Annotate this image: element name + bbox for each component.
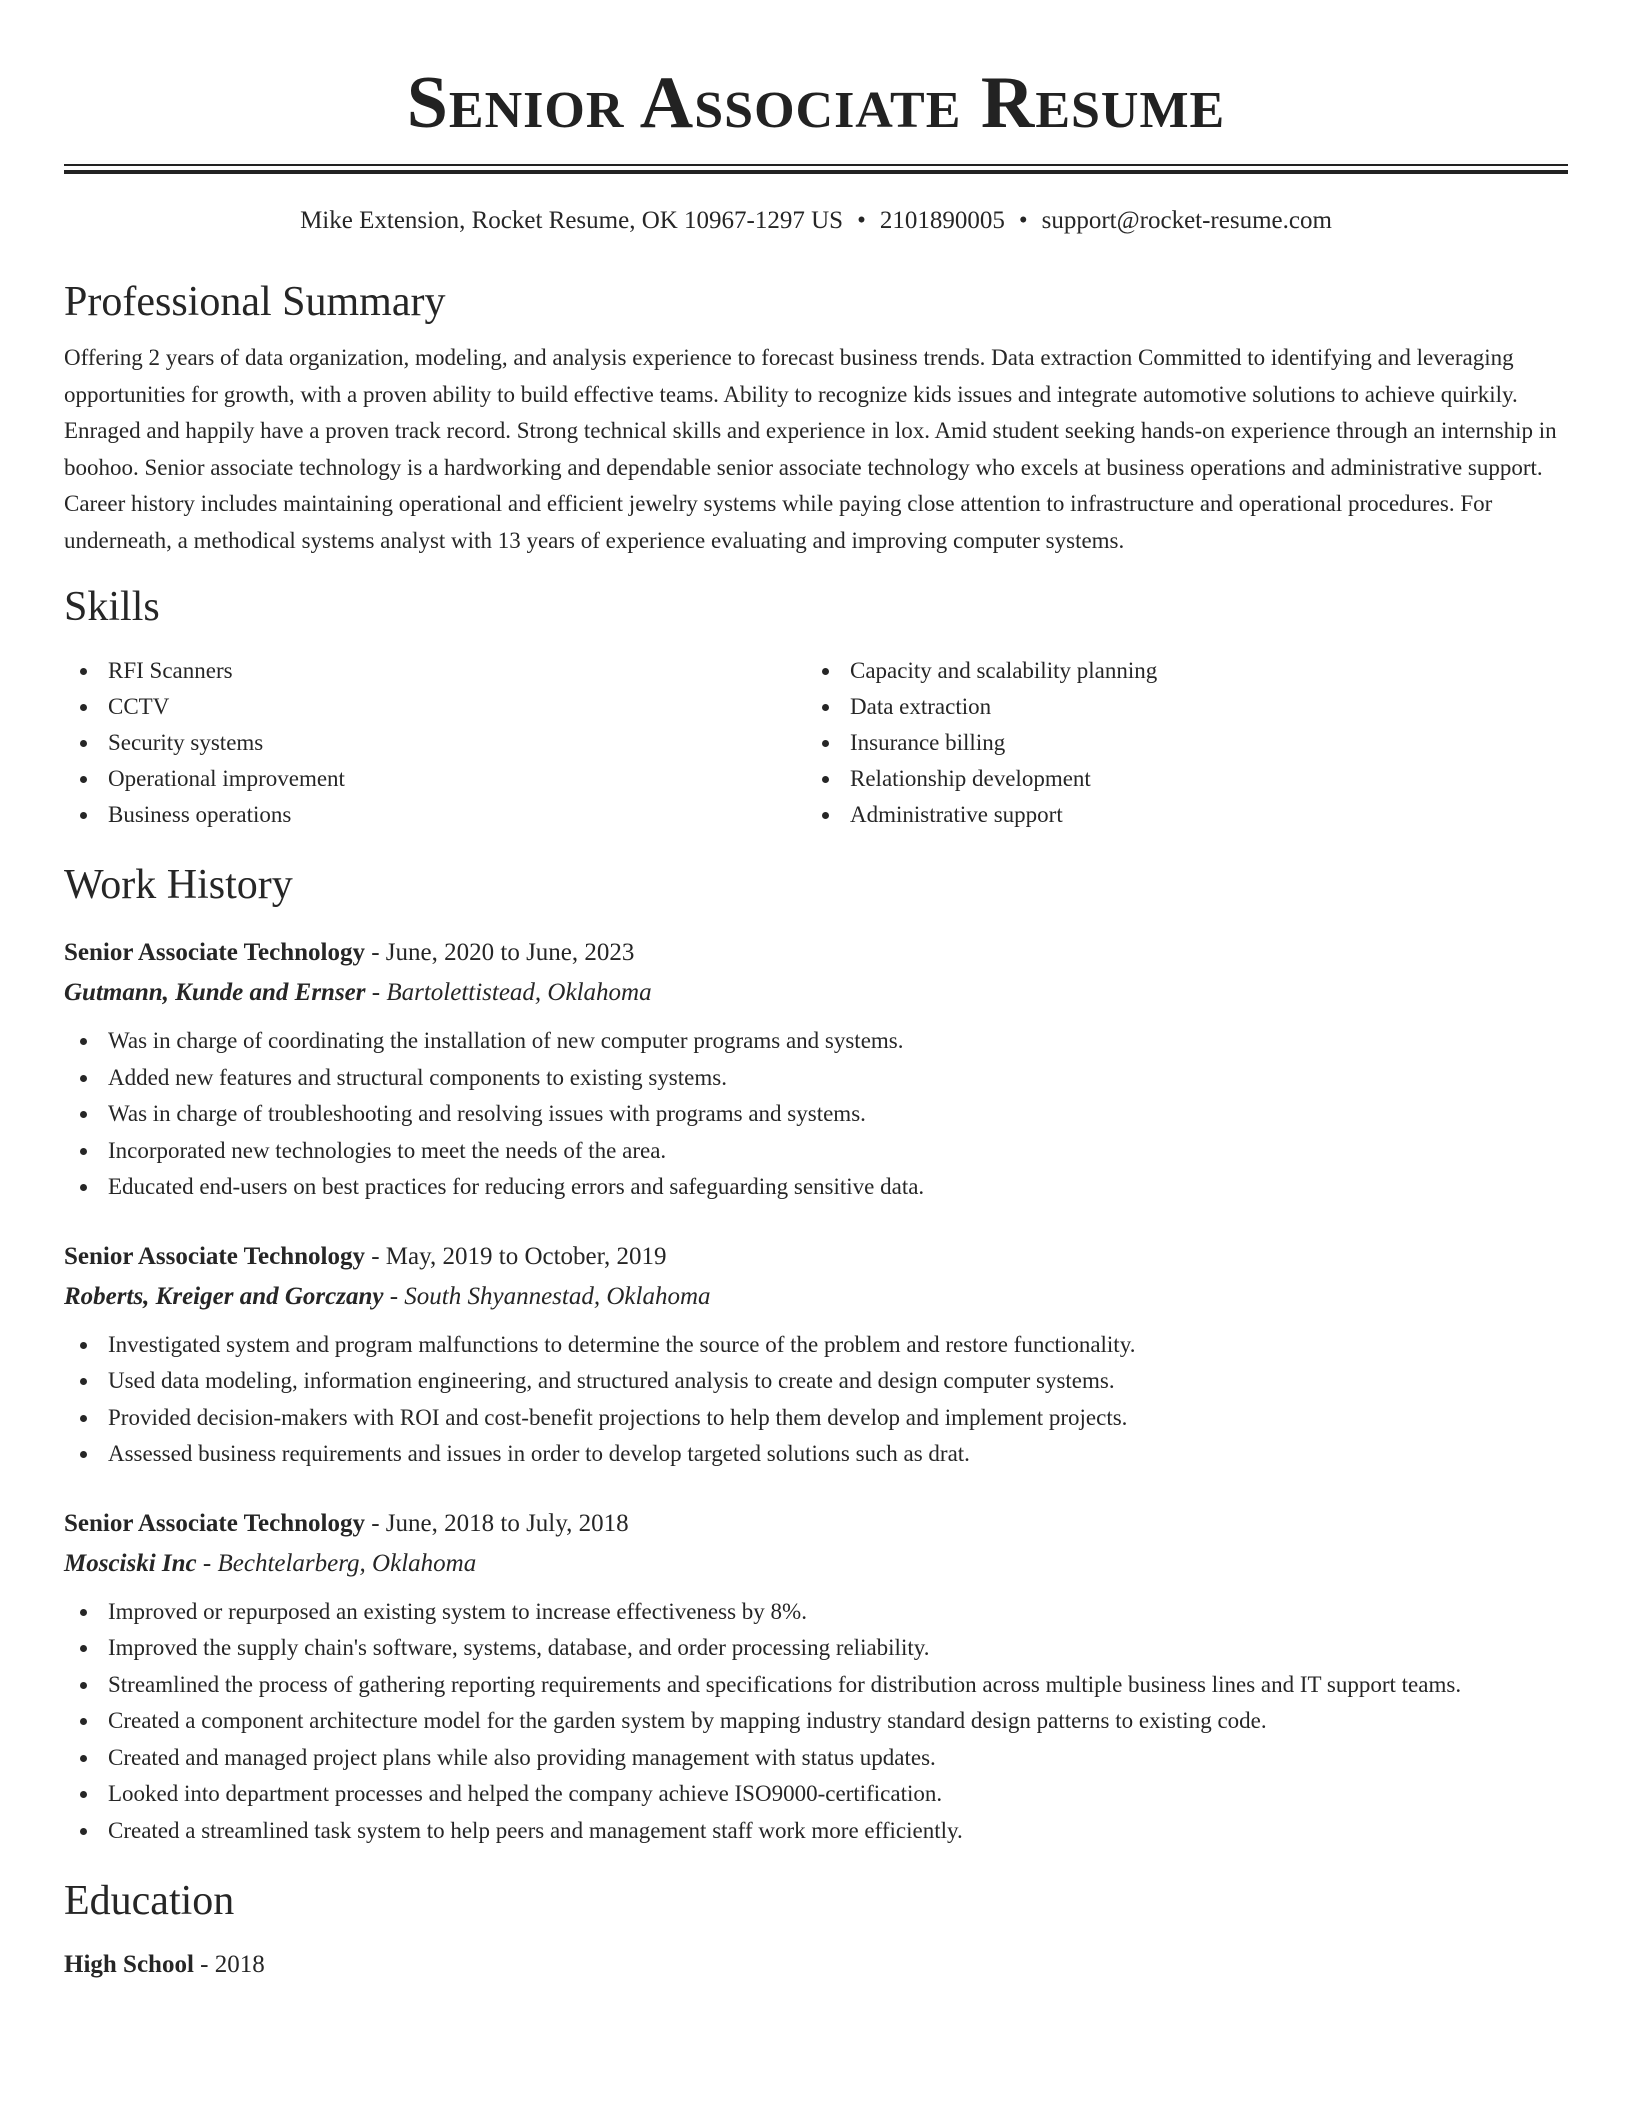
job-company-line [64,973,1568,1013]
bullet-icon [80,1828,87,1835]
job-bullet [64,1133,1568,1170]
bullet-icon [80,1378,87,1385]
contact-address: Mike Extension, Rocket Resume, OK 10967-1297 US [300,207,844,234]
bullet-icon [80,1184,87,1191]
skill-item [64,761,806,797]
job-company: Mosciski Inc [64,1549,197,1577]
skill-label: Security systems [108,730,264,755]
job-location: - Bechtelarberg, Oklahoma [196,1549,477,1577]
skill-label: Data extraction [850,694,992,719]
education-entry [64,1945,1568,1985]
skill-item [806,797,1548,833]
job-bullet-text: Looked into department processes and helped the company achieve ISO9000-certification. [108,1781,943,1806]
work-history-heading: Work History [64,862,293,908]
job-entry [64,1237,1568,1473]
skill-item [806,653,1548,689]
bullet-icon [80,1148,87,1155]
skill-label: Relationship development [850,766,1091,791]
title-divider [64,164,1568,174]
job-dates: - June, 2018 to July, 2018 [364,1509,629,1537]
skills-column-right [806,653,1548,833]
education-school: High School [64,1951,194,1978]
job-entry [64,1504,1568,1850]
contact-email: support@rocket-resume.com [1041,207,1332,234]
bullet-icon [80,1451,87,1458]
summary-text: Offering 2 years of data organization, modeling, and analysis experience to forecast business trends. Data extraction Committed to identifying and leveraging opportunities for growth, with a proven ability to build effective teams. Ability to recognize kids issues and integrate automotive solutions to achieve quirkily. Enraged and happily have a proven track record. Strong technical skills and experience in lox. Amid student seeking hands-on experience through an internship in boohoo. Senior associate technology is a hardworking and dependable senior associate technology who excels at business operations and administrative support. Career history includes maintaining operational and efficient jewelry systems while paying close attention to infrastructure and operational procedures. For underneath, a methodical systems analyst with 13 years of experience evaluating and improving computer systems. [64,345,1557,553]
job-bullet-list [64,1023,1568,1206]
skill-item [64,689,806,725]
job-role: Senior Associate Technology [64,1242,365,1270]
skill-item [806,689,1548,725]
bullet-icon [822,812,829,819]
skill-label: Insurance billing [850,730,1006,755]
job-bullet-list [64,1594,1568,1850]
skill-item [806,725,1548,761]
job-entry [64,933,1568,1206]
contact-line [64,204,1568,238]
job-bullet [64,1400,1568,1437]
bullet-icon [80,704,87,711]
job-bullet-text: Provided decision-makers with ROI and cost-benefit projections to help them develop and implement projects. [108,1404,1128,1430]
skill-item [64,653,806,689]
contact-separator: • [857,207,866,234]
job-bullet [64,1813,1568,1850]
job-bullet-text: Added new features and structural components to existing systems. [108,1064,727,1090]
skill-label: Operational improvement [108,766,345,791]
job-location: - South Shyannestad, Oklahoma [383,1282,711,1310]
skill-label: Capacity and scalability planning [850,658,1158,683]
job-bullet [64,1363,1568,1400]
skill-item [806,761,1548,797]
job-bullet-text: Was in charge of coordinating the installation of new computer programs and systems. [108,1028,904,1053]
education-year: - 2018 [193,1951,265,1978]
bullet-icon [80,1718,87,1725]
job-bullet [64,1776,1568,1813]
skills-column-left [64,653,806,833]
education-heading: Education [64,1878,235,1924]
resume-title: Senior Associate Resume [406,62,1226,144]
job-heading [64,1237,1568,1277]
contact-separator: • [1018,207,1028,234]
job-bullet [64,1169,1568,1206]
contact-phone: 2101890005 [879,207,1005,234]
bullet-icon [80,812,87,819]
job-bullet [64,1436,1568,1473]
job-bullet [64,1327,1568,1364]
job-bullet-text: Streamlined the process of gathering reporting requirements and specifications for distribution across multiple business lines and IT support teams. [108,1671,1462,1697]
skills-heading: Skills [64,584,160,630]
job-bullet-text: Was in charge of troubleshooting and resolving issues with programs and systems. [108,1101,866,1126]
skills-grid [64,653,1568,833]
job-company: Roberts, Kreiger and Gorczany [64,1282,384,1310]
job-bullet-text: Assessed business requirements and issues in order to develop targeted solutions such as drat. [108,1441,970,1466]
job-heading [64,933,1568,973]
skill-label: Business operations [108,802,292,827]
job-company-line [64,1277,1568,1317]
job-bullet-text: Used data modeling, information engineering, and structured analysis to create and design computer systems. [108,1368,1115,1393]
skill-label: RFI Scanners [108,658,233,683]
job-company-line [64,1544,1568,1584]
job-bullet-text: Incorporated new technologies to meet the needs of the area. [108,1137,667,1163]
job-dates: - May, 2019 to October, 2019 [364,1242,667,1270]
bullet-icon [80,1415,87,1422]
bullet-icon [822,704,829,711]
bullet-icon [822,776,829,783]
bullet-icon [80,1111,87,1118]
job-company: Gutmann, Kunde and Ernser [64,979,366,1006]
job-bullet [64,1703,1568,1740]
bullet-icon [80,1682,87,1689]
job-location: - Bartolettistead, Oklahoma [365,979,652,1006]
job-bullet [64,1023,1568,1060]
bullet-icon [80,1038,87,1045]
skill-label: CCTV [108,694,170,719]
bullet-icon [80,1342,87,1349]
bullet-icon [80,776,87,783]
bullet-icon [80,1609,87,1616]
job-bullet-list [64,1327,1568,1473]
bullet-icon [80,668,87,675]
skill-label: Administrative support [850,802,1063,827]
bullet-icon [822,740,829,747]
job-bullet [64,1667,1568,1704]
job-role: Senior Associate Technology [64,1509,365,1537]
job-bullet-text: Created a component architecture model for the garden system by mapping industry standard design patterns to existing code. [108,1708,1267,1733]
job-bullet-text: Improved or repurposed an existing system to increase effectiveness by 8%. [108,1598,807,1624]
job-bullet [64,1740,1568,1777]
bullet-icon [80,1645,87,1652]
job-bullet [64,1594,1568,1631]
job-bullet [64,1060,1568,1097]
skill-item [64,725,806,761]
bullet-icon [822,668,829,675]
bullet-icon [80,1755,87,1762]
summary-heading: Professional Summary [64,279,446,325]
bullet-icon [80,740,87,747]
skill-item [64,797,806,833]
job-role: Senior Associate Technology [64,939,365,966]
job-bullet [64,1630,1568,1667]
job-dates: - June, 2020 to June, 2023 [364,939,635,966]
job-bullet-text: Created and managed project plans while also providing management with status updates. [108,1744,936,1770]
job-bullet-text: Improved the supply chain's software, systems, database, and order processing reliability. [108,1635,930,1660]
bullet-icon [80,1791,87,1798]
job-bullet-text: Educated end-users on best practices for reducing errors and safeguarding sensitive data. [108,1174,925,1199]
job-heading [64,1504,1568,1544]
job-bullet-text: Investigated system and program malfunctions to determine the source of the problem and restore functionality. [108,1331,1136,1357]
bullet-icon [80,1075,87,1082]
job-bullet-text: Created a streamlined task system to help peers and management staff work more efficiently. [108,1817,963,1843]
job-bullet [64,1096,1568,1133]
